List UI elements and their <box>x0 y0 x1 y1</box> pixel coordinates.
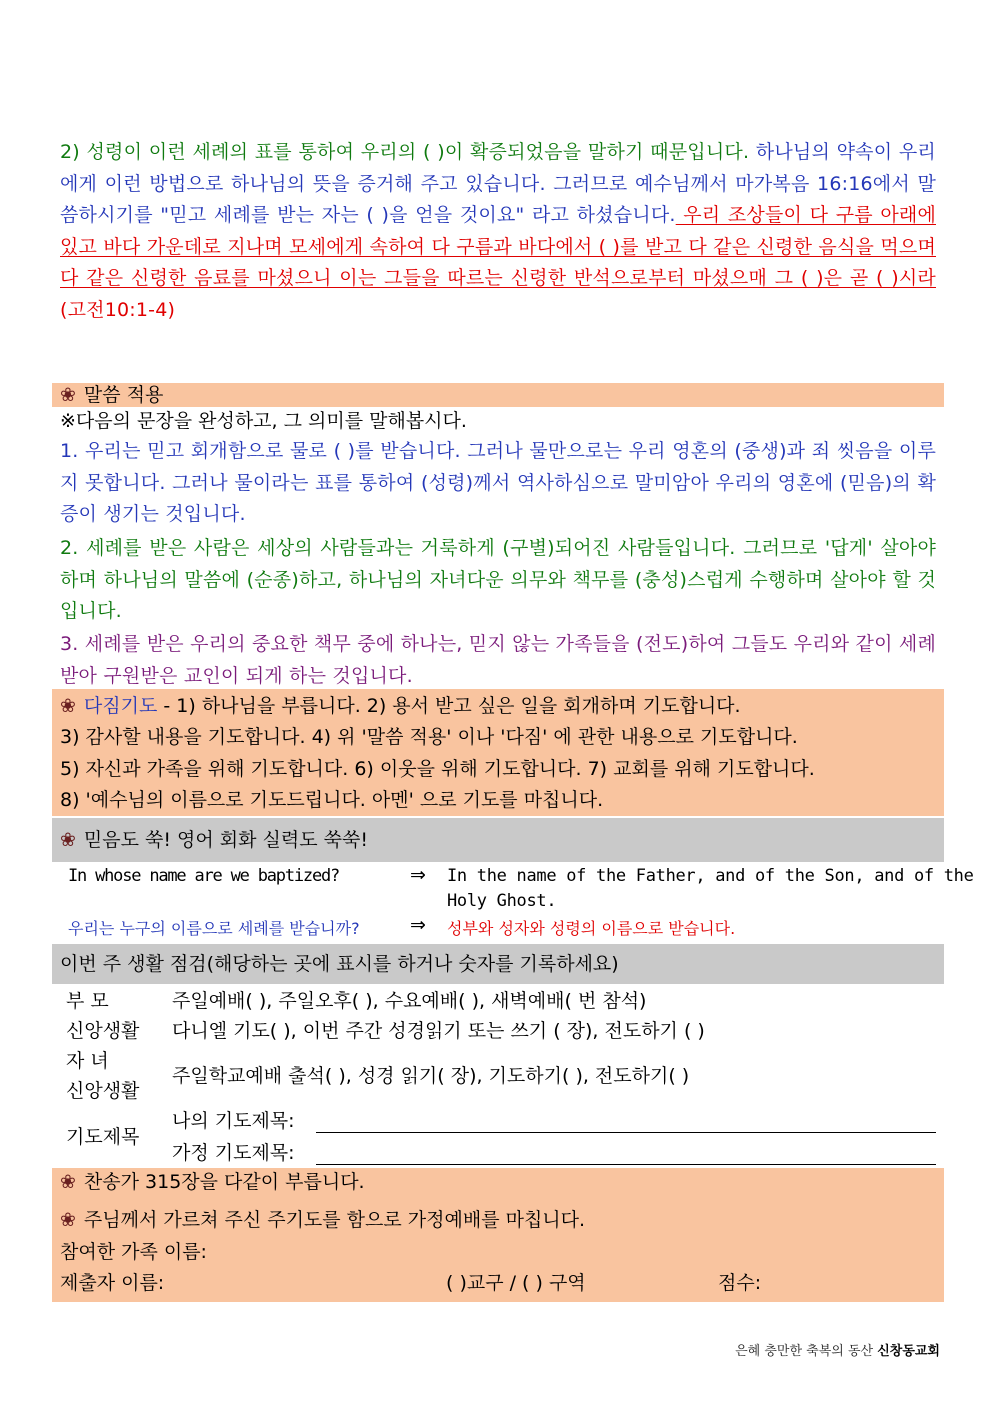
korean-question: 우리는 누구의 이름으로 세례를 받습니까? <box>68 919 360 938</box>
arrow-icon: ⇒ <box>410 914 426 936</box>
flower-icon: ❀ <box>60 695 76 717</box>
submitter-label: 제출자 이름: <box>60 1272 165 1294</box>
prayer-topic-label: 기도제목 <box>66 1126 140 1148</box>
child-label-2: 신앙생활 <box>66 1080 140 1102</box>
hymn-line: ❀ 찬송가 315장을 다같이 부릅니다. <box>60 1171 365 1193</box>
church-name: 신창동교회 <box>877 1344 940 1359</box>
application-item-1: 1. 우리는 믿고 회개함으로 물로 ( )를 받습니다. 그러나 물만으로는 우리 영혼의 (중생)과 죄 씻음을 이루지 못합니다. 그러나 물이라는 표를 통하여 (성령)께서 역사하심으로 말미암아 우리의 영혼에 (믿음)의 확증이 생기는 것입니다. <box>60 440 936 525</box>
flower-icon: ❀ <box>60 384 76 406</box>
footer <box>735 1340 940 1359</box>
application-header: ❀ 말씀 적용 <box>60 384 164 406</box>
english-question: In whose name are we baptized? <box>68 866 340 886</box>
intro-seg1: 2) 성령이 이런 세례의 표를 통하여 우리의 ( )이 확증되었음을 말하기 때문입니다. <box>60 141 750 163</box>
application-item-2: 2. 세례를 받은 사람은 세상의 사람들과는 거룩하게 (구별)되어진 사람들입니다. 그러므로 '답게' 살아야 하며 하나님의 말씀에 (순종)하고, 하나님의 자녀다운 의무와 책무를 (충성)스럽게 수행하며 살아야 할 것입니다. <box>60 537 936 622</box>
family-names-label: 참여한 가족 이름: <box>60 1241 207 1263</box>
prayer-line-4: 8) '예수님의 이름으로 기도드립니다. 아멘' 으로 기도를 마칩니다. <box>60 789 604 811</box>
english-answer-line-2: Holy Ghost. <box>447 891 557 911</box>
my-prayer-label: 나의 기도제목: <box>172 1110 295 1132</box>
flower-icon: ❀ <box>60 829 76 851</box>
lords-prayer-line: ❀ 주님께서 가르쳐 주신 주기도를 함으로 가정예배를 마칩니다. <box>60 1209 586 1231</box>
parent-row-1: 주일예배( ), 주일오후( ), 수요예배( ), 새벽예배( 번 참석) <box>172 990 647 1012</box>
district-field: ( )교구 / ( ) 구역 <box>446 1272 586 1294</box>
intro-ref: (고전10:1-4) <box>60 298 176 321</box>
child-label-1: 자 녀 <box>66 1050 109 1072</box>
english-answer-line-1: In the name of the Father, and of the Son, and of the <box>447 866 974 886</box>
score-label: 점수: <box>718 1272 762 1294</box>
application-instruction: ※다음의 문장을 완성하고, 그 의미를 말해봅시다. <box>60 410 467 432</box>
prayer-line-3: 5) 자신과 가족을 위해 기도합니다. 6) 이웃을 위해 기도합니다. 7) 교회를 위해 기도합니다. <box>60 758 815 780</box>
english-header: ❀ 믿음도 쑥! 영어 회화 실력도 쑥쑥! <box>60 829 368 851</box>
my-prayer-line[interactable] <box>316 1132 936 1133</box>
parent-row-2: 다니엘 기도( ), 이번 주간 성경읽기 또는 쓰기 ( 장), 전도하기 ( ) <box>172 1020 705 1042</box>
footer-text: 은혜 충만한 축복의 동산 <box>735 1344 878 1359</box>
prayer-line-2: 3) 감사할 내용을 기도합니다. 4) 위 '말씀 적용' 이나 '다짐' 에 관한 내용으로 기도합니다. <box>60 726 798 748</box>
parent-label-1: 부 모 <box>66 990 109 1012</box>
intro-paragraph <box>60 137 936 326</box>
flower-icon: ❀ <box>60 1171 76 1193</box>
korean-answer: 성부와 성자와 성령의 이름으로 받습니다. <box>447 919 736 938</box>
application-header-bar <box>52 383 944 407</box>
check-header: 이번 주 생활 점검(해당하는 곳에 표시를 하거나 숫자를 기록하세요) <box>60 953 619 975</box>
parent-label-2: 신앙생활 <box>66 1020 140 1042</box>
intro-seg3: 우리 조상들이 다 구름 아래에 있고 바다 가운데로 지나며 모세에게 속하여 다 구름과 바다에서 ( )를 받고 다 같은 신령한 음식을 먹으며 다 같은 신령한 음료를 마셨으니 이는 그들을 따르는 신령한 반석으로부터 마셨으매 그 ( )은 곧 ( )시라 <box>60 204 936 289</box>
family-prayer-line[interactable] <box>316 1164 936 1165</box>
prayer-title: 다짐기도 <box>83 695 158 717</box>
child-row: 주일학교예배 출석( ), 성경 읽기( 장), 기도하기( ), 전도하기( ) <box>172 1065 690 1087</box>
family-prayer-label: 가정 기도제목: <box>172 1142 295 1164</box>
prayer-line-1: ❀ 다짐기도 - 1) 하나님을 부릅니다. 2) 용서 받고 싶은 일을 회개하며 기도합니다. <box>60 695 741 717</box>
intro-seg2: 하나님의 약속이 우리에게 이런 방법으로 하나님의 뜻을 증거해 주고 있습니다. 그러므로 예수님께서 마가복음 16:16에서 말씀하시기를 "믿고 세례를 받는 자는 ( )을 얻을 것이요" 라고 하셨습니다. <box>60 141 936 226</box>
flower-icon: ❀ <box>60 1209 76 1231</box>
arrow-icon: ⇒ <box>410 864 426 886</box>
application-item-3: 3. 세례를 받은 우리의 중요한 책무 중에 하나는, 믿지 않는 가족들을 (전도)하여 그들도 우리와 같이 세례받아 구원받은 교인이 되게 하는 것입니다. <box>60 633 936 687</box>
